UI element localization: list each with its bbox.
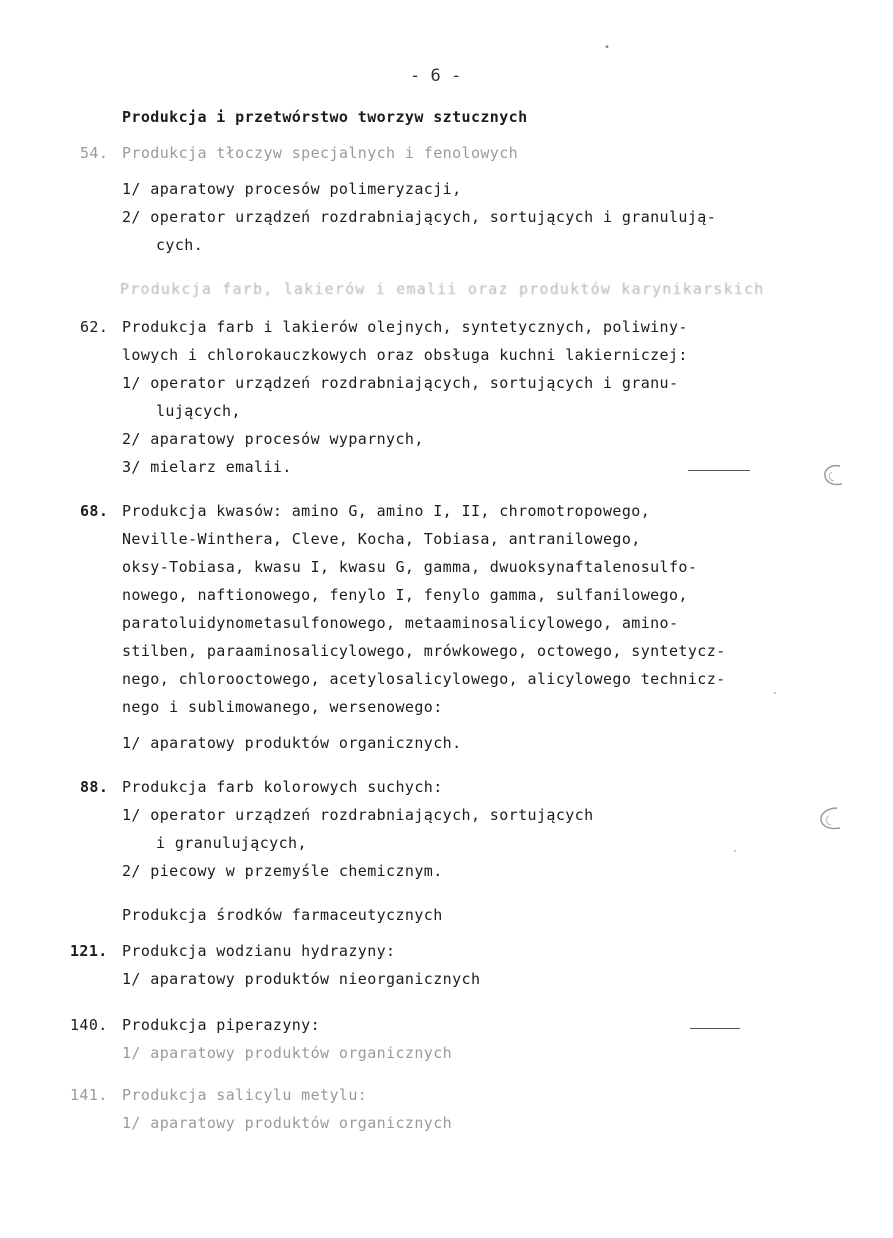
item-number-141: 141. bbox=[70, 1086, 108, 1104]
item-62-line-1: 1/ operator urządzeń rozdrabniających, sortujących i granu- bbox=[122, 374, 679, 392]
item-title-68-line-4: nowego, naftionowego, fenylo I, fenylo gamma, sulfanilowego, bbox=[122, 586, 688, 604]
item-title-140: Produkcja piperazyny: bbox=[122, 1016, 321, 1034]
item-title-88: Produkcja farb kolorowych suchych: bbox=[122, 778, 443, 796]
item-title-62-line-1: Produkcja farb i lakierów olejnych, syntetycznych, poliwiny- bbox=[122, 318, 688, 336]
item-54-line-1: 1/ aparatowy procesów polimeryzacji, bbox=[122, 180, 462, 198]
item-title-54: Produkcja tłoczyw specjalnych i fenolowych bbox=[122, 144, 519, 162]
item-title-68-line-8: nego i sublimowanego, wersenowego: bbox=[122, 698, 443, 716]
item-number-88: 88. bbox=[80, 778, 109, 796]
item-62-line-3: 2/ aparatowy procesów wyparnych, bbox=[122, 430, 424, 448]
item-140-line-1: 1/ aparatowy produktów organicznych bbox=[122, 1044, 453, 1062]
item-number-62: 62. bbox=[80, 318, 109, 336]
scan-speck: · bbox=[732, 846, 739, 857]
item-141-line-1: 1/ aparatowy produktów organicznych bbox=[122, 1114, 453, 1132]
item-title-68-line-2: Neville-Winthera, Cleve, Kocha, Tobiasa, antranilowego, bbox=[122, 530, 641, 548]
section-heading-paints: Produkcja farb, lakierów i emalii oraz produktów karynikarskich bbox=[120, 280, 765, 298]
item-62-line-4: 3/ mielarz emalii. bbox=[122, 458, 292, 476]
section-heading-plastics: Produkcja i przetwórstwo tworzyw sztucznych bbox=[122, 108, 528, 126]
item-number-140: 140. bbox=[70, 1016, 108, 1034]
item-title-68-line-5: paratoluidynometasulfonowego, metaaminosalicylowego, amino- bbox=[122, 614, 679, 632]
item-number-54: 54. bbox=[80, 144, 109, 162]
item-88-line-2: i granulujących, bbox=[156, 834, 307, 852]
item-title-62-line-2: lowych i chlorokauczkowych oraz obsługa kuchni lakierniczej: bbox=[122, 346, 688, 364]
item-88-line-3: 2/ piecowy w przemyśle chemicznym. bbox=[122, 862, 443, 880]
item-title-68-line-6: stilben, paraaminosalicylowego, mrówkowego, octowego, syntetycz- bbox=[122, 642, 726, 660]
item-title-121: Produkcja wodzianu hydrazyny: bbox=[122, 942, 396, 960]
binder-hole-icon bbox=[818, 462, 844, 488]
scan-speck: · bbox=[772, 688, 779, 699]
item-121-line-1: 1/ aparatowy produktów nieorganicznych bbox=[122, 970, 481, 988]
item-62-line-2: lujących, bbox=[156, 402, 241, 420]
scan-speck: • bbox=[604, 42, 611, 53]
item-title-68-line-3: oksy-Tobiasa, kwasu I, kwasu G, gamma, dwuoksynaftalenosulfo- bbox=[122, 558, 698, 576]
handwritten-dash bbox=[688, 470, 750, 471]
item-88-line-1: 1/ operator urządzeń rozdrabniających, sortujących bbox=[122, 806, 594, 824]
item-title-68-line-7: nego, chlorooctowego, acetylosalicylowego, alicylowego technicz- bbox=[122, 670, 726, 688]
item-54-line-3: cych. bbox=[156, 236, 204, 254]
item-title-68-line-1: Produkcja kwasów: amino G, amino I, II, chromotropowego, bbox=[122, 502, 651, 520]
item-number-68: 68. bbox=[80, 502, 109, 520]
binder-hole-icon bbox=[815, 806, 841, 832]
handwritten-dash bbox=[690, 1028, 740, 1029]
item-number-121: 121. bbox=[70, 942, 108, 960]
item-title-141: Produkcja salicylu metylu: bbox=[122, 1086, 368, 1104]
page-number: - 6 - bbox=[410, 66, 462, 86]
section-heading-pharma: Produkcja środków farmaceutycznych bbox=[122, 906, 443, 924]
item-54-line-2: 2/ operator urządzeń rozdrabniających, sortujących i granulują- bbox=[122, 208, 717, 226]
item-68-line-1: 1/ aparatowy produktów organicznych. bbox=[122, 734, 462, 752]
